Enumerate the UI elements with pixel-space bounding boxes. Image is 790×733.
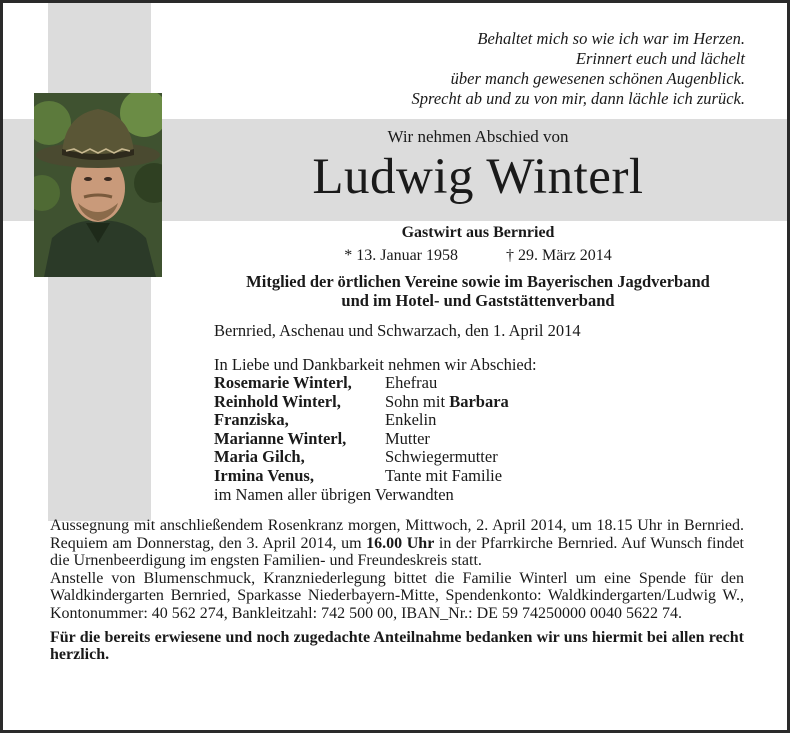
poem [412, 29, 745, 109]
mourner-row [214, 430, 509, 449]
occupation: Gastwirt aus Bernried [401, 224, 555, 241]
death-date: † 29. März 2014 [506, 247, 612, 264]
birth-date: * 13. Januar 1958 [344, 247, 458, 264]
mourner-relation: Schwiegermutter [385, 447, 498, 466]
mourner-relation: Tante mit Familie [385, 465, 503, 485]
deceased-name: Ludwig Winterl [312, 149, 644, 205]
mourners-outro: im Namen aller übrigen Verwandten [214, 485, 454, 504]
funeral-info: Aussegnung mit anschließendem Rosenkranz morgen, Mittwoch, 2. April 2014, um 18.15 Uhr in Bernried. Requiem am Donnerstag, den 3. April 2014, um 16.00 Uhr in der Pfarrkirche Bernried. Auf Wunsch findet die Urnenbeerdigung im engsten Familien- und Freundeskreis statt. [50, 517, 744, 570]
mourner-relation: Sohn mit Barbara [385, 391, 509, 411]
mourner-row [214, 411, 509, 430]
mourners-list [214, 374, 509, 485]
portrait-image [34, 93, 162, 277]
mourner-row [214, 374, 509, 393]
life-dates [233, 247, 723, 265]
membership-line: und im Hotel- und Gaststättenverband [341, 291, 615, 310]
mourner-name: Maria Gilch, [214, 447, 305, 466]
mourner-relation: Enkelin [385, 410, 437, 429]
donation-info: Anstelle von Blumenschmuck, Kranzniederlegung bittet die Familie Winterl um eine Spende für den Waldkindergarten Bernried, Sparkasse Niederbayern-Mitte, Spendenkonto: Waldkindergarten/Ludwig W., Kontonummer: 40 562 274, Bankleitzahl: 742 500 00, IBAN_Nr.: DE 59 74250000 0040 5622 74. [50, 569, 744, 622]
mourner-name: Franziska, [214, 410, 289, 429]
poem-line: über manch gewesenen schönen Augenblick. [450, 69, 745, 88]
mourner-row [214, 393, 509, 412]
mourner-name: Rosemarie Winterl, [214, 373, 352, 392]
requiem-time: 16.00 Uhr [366, 534, 435, 552]
mourner-relation: Mutter [385, 428, 430, 448]
mourner-row [214, 448, 509, 467]
portrait-photo [34, 93, 162, 277]
membership [203, 272, 753, 310]
closing-thanks: Für die bereits erwiesene und noch zugedachte Anteilnahme bedanken wir uns hiermit bei allen recht herzlich. [50, 628, 744, 664]
mourner-name: Reinhold Winterl, [214, 391, 341, 411]
mourner-relation: Ehefrau [385, 373, 438, 392]
notice-body [50, 517, 744, 664]
poem-line: Erinnert euch und lächelt [575, 49, 745, 68]
poem-line: Sprecht ab und zu von mir, dann lächle ich zurück. [411, 89, 745, 108]
mourner-row [214, 467, 509, 486]
mourner-name: Irmina Venus, [214, 465, 314, 485]
mourners-intro: In Liebe und Dankbarkeit nehmen wir Abschied: [214, 355, 537, 374]
place-date: Bernried, Aschenau und Schwarzach, den 1. April 2014 [214, 321, 581, 340]
membership-line: Mitglied der örtlichen Vereine sowie im Bayerischen Jagdverband [246, 272, 710, 291]
poem-line: Behaltet mich so wie ich war im Herzen. [477, 29, 745, 48]
farewell-intro: Wir nehmen Abschied von [387, 127, 569, 146]
mourner-relation-extra: Barbara [449, 391, 509, 411]
mourner-name: Marianne Winterl, [214, 428, 347, 448]
